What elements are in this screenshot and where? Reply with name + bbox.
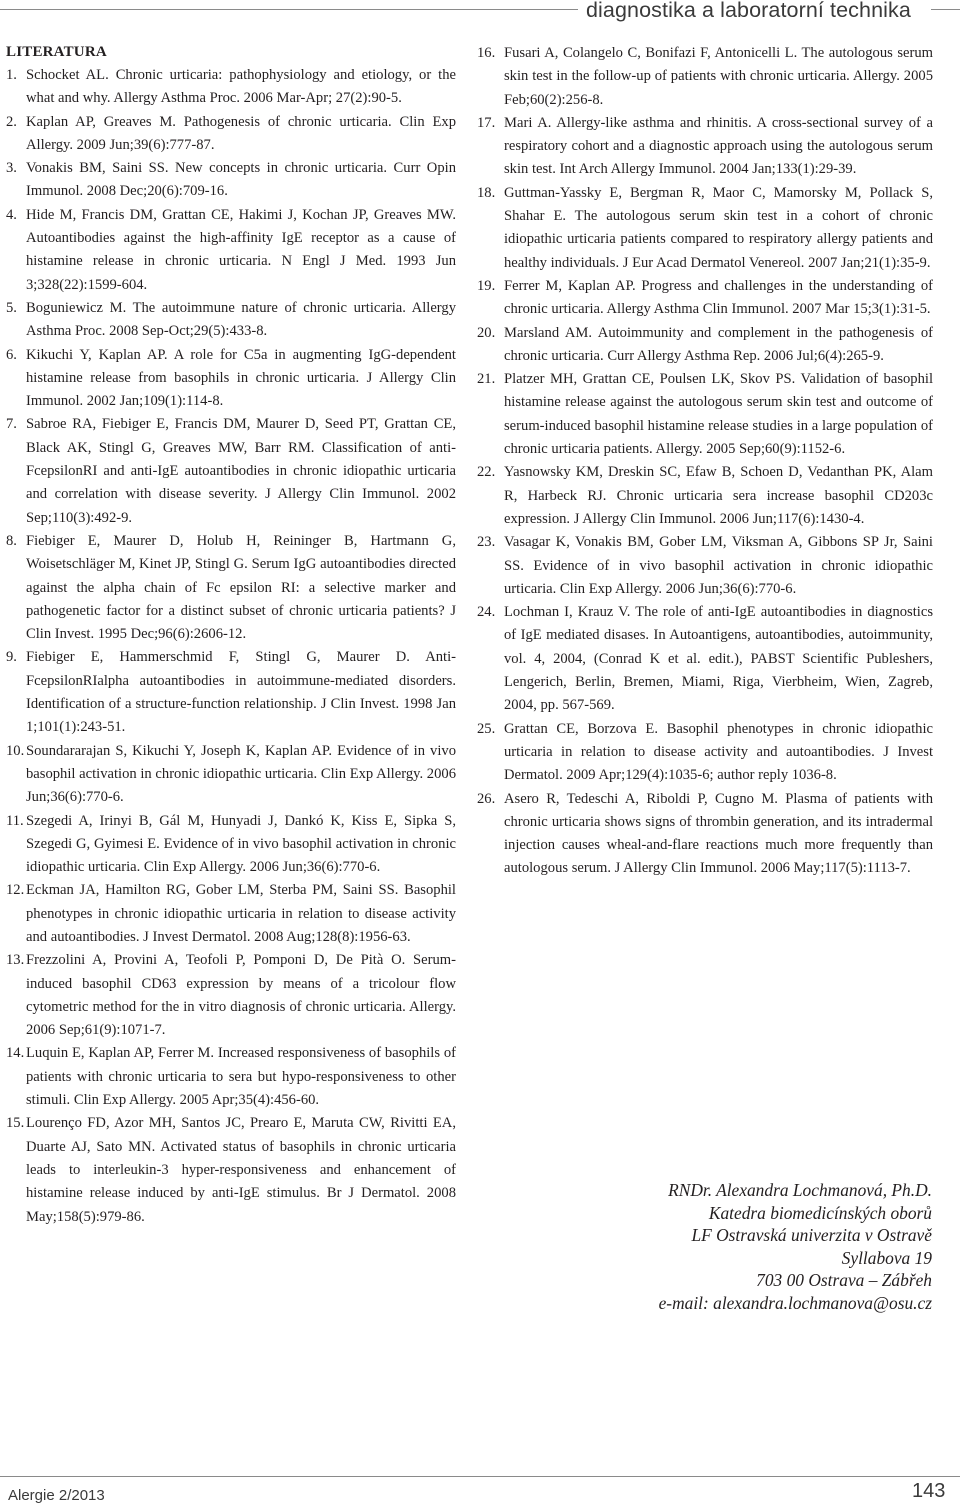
reference-item — [477, 275, 933, 322]
author-address-block — [560, 1179, 932, 1315]
reference-number: 5. — [6, 299, 17, 316]
reference-text: Yasnowsky KM, Dreskin SC, Efaw B, Schoen D, Vedanthan PK, Alam R, Harbeck RJ. Chronic urticaria sera increase basophil CD203c expression. J Allergy Clin Immunol. 2006 Jun;117(6):1430-4. — [504, 464, 933, 527]
reference-text: Szegedi A, Irinyi B, Gál M, Hunyadi J, Dankó K, Kiss E, Sipka S, Szegedi G, Gyimesi E. Evidence of in vivo basophil activation in chronic idiopathic urticaria. Clin Exp Allergy. 2006 Jun;36(6):770-6. — [26, 812, 456, 876]
reference-text: Marsland AM. Autoimmunity and complement in the pathogenesis of chronic urticaria. Curr Allergy Asthma Rep. 2006 Jul;6(4):265-9. — [504, 324, 933, 364]
reference-text: Platzer MH, Grattan CE, Poulsen LK, Skov PS. Validation of basophil histamine release against the autologous serum skin test and outcome of serum-induced basophil histamine release studies in a large population of chronic urticaria patients. Allergy. 2005 Sep;60(9):1152-6. — [504, 371, 933, 458]
reference-item — [6, 1112, 456, 1228]
reference-item — [477, 461, 933, 531]
reference-item — [6, 810, 456, 880]
reference-item — [477, 531, 933, 601]
section-title: LITERATURA — [6, 44, 107, 60]
reference-number: 23. — [477, 534, 496, 551]
reference-item — [6, 1042, 456, 1112]
header-rule-right — [931, 9, 960, 10]
reference-text: Fiebiger E, Maurer D, Holub H, Reininger B, Hartmann G, Woisetschläger M, Kinet JP, Stingl G. Serum IgG autoantibodies directed against the alpha chain of Fc epsilon RI: a selective marker and pathogenetic factor for a distinct subset of chronic urticaria patients? J Clin Invest. 1995 Dec;96(6):2606-12. — [26, 532, 456, 643]
reference-number: 18. — [477, 184, 496, 201]
reference-text: Boguniewicz M. The autoimmune nature of chronic urticaria. Allergy Asthma Proc. 2008 Sep-Oct;29(5):433-8. — [26, 299, 456, 340]
reference-item — [6, 949, 456, 1042]
footer-journal-issue: Alergie 2/2013 — [8, 1487, 105, 1504]
reference-text: Vasagar K, Vonakis BM, Gober LM, Viksman A, Gibbons SP Jr, Saini SS. Evidence of in vivo basophil activation in chronic idiopathic urticaria. Clin Exp Allergy. 2006 Jun;36(6):770-6. — [504, 534, 933, 597]
reference-item — [477, 112, 933, 182]
author-name: RNDr. Alexandra Lochmanová, Ph.D. — [668, 1180, 932, 1200]
reference-text: Fusari A, Colangelo C, Bonifazi F, Antonicelli L. The autologous serum skin test in the follow-up of patients with chronic urticaria. Allergy. 2005 Feb;60(2):256-8. — [504, 45, 933, 108]
reference-item — [477, 182, 933, 275]
reference-text: Asero R, Tedeschi A, Riboldi P, Cugno M. Plasma of patients with chronic urticaria shows signs of thrombin generation, and its intradermal injection causes wheal-and-flare reactions much more frequently than autologous serum. J Allergy Clin Immunol. 2006 May;117(5):1113-7. — [504, 790, 933, 877]
reference-text: Fiebiger E, Hammerschmid F, Stingl G, Maurer D. Anti-FcepsilonRIalpha autoantibodies in autoimmune-mediated disorders. Identification of a structure-function relationship. J Clin Invest. 1998 Jan 1;101(1):243-51. — [26, 649, 456, 736]
reference-text: Schocket AL. Chronic urticaria: pathophysiology and etiology, or the what and why. Allergy Asthma Proc. 2006 Mar-Apr; 27(2):90-5. — [26, 67, 456, 107]
reference-item — [477, 601, 933, 717]
running-header-title: diagnostika a laboratorní technika — [586, 0, 911, 22]
reference-number: 1. — [6, 67, 17, 83]
reference-number: 10. — [6, 742, 25, 759]
footer-rule — [0, 1476, 960, 1477]
footer-page-number: 143 — [912, 1480, 946, 1502]
author-email: e-mail: alexandra.lochmanova@osu.cz — [658, 1292, 932, 1313]
reference-number: 26. — [477, 790, 496, 807]
reference-item — [6, 879, 456, 949]
reference-number: 15. — [6, 1115, 25, 1132]
reference-text: Lourenço FD, Azor MH, Santos JC, Prearo E, Maruta CW, Rivitti EA, Duarte AJ, Sato MN. Activated status of basophils in chronic urticaria leads to interleukin-3 hyper-responsiveness and enhancement of histamine release induced by anti-IgE stimulus. Br J Dermatol. 2008 May;158(5):979-86. — [26, 1115, 456, 1225]
reference-text: Vonakis BM, Saini SS. New concepts in chronic urticaria. Curr Opin Immunol. 2008 Dec;20(6):709-16. — [26, 160, 456, 200]
reference-number: 2. — [6, 113, 17, 130]
reference-item — [477, 788, 933, 881]
reference-number: 19. — [477, 277, 496, 294]
reference-text: Sabroe RA, Fiebiger E, Francis DM, Maurer D, Seed PT, Grattan CE, Black AK, Stingl G, Greaves MW, Barr RM. Classification of anti-FcepsilonRI and anti-IgE autoantibodies in chronic idiopathic urticaria and correlation with disease severity. J Allergy Clin Immunol. 2002 Sep;110(3):492-9. — [26, 416, 456, 526]
reference-number: 6. — [6, 346, 17, 363]
reference-item — [6, 413, 456, 529]
reference-number: 3. — [6, 160, 17, 177]
reference-item — [477, 718, 933, 788]
reference-text: Frezzolini A, Provini A, Teofoli P, Pomponi D, De Pità O. Serum-induced basophil CD63 expression by means of a tricolour flow cytometric method for the in vitro diagnosis of chronic urticaria. Allergy. 2006 Sep;61(9):1071-7. — [26, 952, 456, 1039]
reference-text: Ferrer M, Kaplan AP. Progress and challenges in the understanding of chronic urticaria. Allergy Asthma Clin Immunol. 2007 Mar 15;3(1):31-5. — [504, 277, 933, 318]
reference-list-left — [6, 64, 456, 1229]
reference-number: 12. — [6, 882, 25, 899]
reference-item — [477, 368, 933, 461]
author-faculty: LF Ostravská univerzita v Ostravě — [691, 1225, 932, 1246]
reference-number: 20. — [477, 324, 496, 341]
reference-number: 11. — [6, 812, 24, 829]
reference-text: Kaplan AP, Greaves M. Pathogenesis of chronic urticaria. Clin Exp Allergy. 2009 Jun;39(6):777-87. — [26, 113, 456, 153]
reference-text: Guttman-Yassky E, Bergman R, Maor C, Mamorsky M, Pollack S, Shahar E. The autologous serum skin test in a cohort of chronic idiopathic urticaria patients compared to respiratory allergy patients and healthy individuals. J Eur Acad Dermatol Venereol. 2007 Jan;21(1):35-9. — [504, 184, 933, 271]
reference-item — [6, 530, 456, 646]
reference-item — [6, 64, 456, 111]
reference-number: 9. — [6, 649, 17, 666]
references-column-right — [477, 42, 933, 881]
reference-number: 14. — [6, 1045, 25, 1062]
reference-item — [6, 646, 456, 739]
reference-number: 17. — [477, 114, 496, 131]
reference-number: 22. — [477, 464, 496, 481]
reference-item — [6, 111, 456, 158]
reference-item — [6, 344, 456, 414]
reference-text: Mari A. Allergy-like asthma and rhinitis. A cross-sectional survey of a respiratory cohort and a diagnostic approach using the autologous serum skin test. Int Arch Allergy Immunol. 2004 Jan;133(1):29-39. — [504, 114, 933, 178]
reference-number: 13. — [6, 952, 25, 969]
reference-text: Luquin E, Kaplan AP, Ferrer M. Increased responsiveness of basophils of patients with chronic urticaria to sera but hypo-responsiveness to other stimuli. Clin Exp Allergy. 2005 Apr;35(4):456-60. — [26, 1045, 456, 1109]
references-column-left — [6, 42, 456, 1229]
reference-item — [6, 157, 456, 204]
author-street: Syllabova 19 — [841, 1247, 932, 1268]
reference-number: 24. — [477, 604, 496, 621]
header-rule-left — [0, 9, 578, 10]
reference-number: 8. — [6, 532, 17, 549]
reference-text: Soundararajan S, Kikuchi Y, Joseph K, Kaplan AP. Evidence of in vivo basophil activation in chronic idiopathic urticaria. Clin Exp Allergy. 2006 Jun;36(6):770-6. — [26, 742, 456, 806]
reference-item — [6, 297, 456, 344]
reference-number: 21. — [477, 371, 496, 388]
reference-text: Grattan CE, Borzova E. Basophil phenotypes in chronic idiopathic urticaria in relation to disease activity and autoantibodies. J Invest Dermatol. 2009 Apr;129(4):1035-6; author reply 1036-8. — [504, 720, 933, 784]
reference-text: Kikuchi Y, Kaplan AP. A role for C5a in augmenting IgG-dependent histamine release from basophils in chronic urticaria. J Allergy Clin Immunol. 2002 Jan;109(1):114-8. — [26, 346, 456, 410]
reference-item — [477, 42, 933, 112]
reference-text: Lochman I, Krauz V. The role of anti-IgE autoantibodies in diagnostics of IgE mediated disases. In Autoantigens, autoantibodies, autoimmunity, vol. 4, 2004, (Conrad K et al. edit.), PABST Scientific Publeshers, Lengerich, Berlin, Bremen, Miami, Riga, Vierbheim, Wien, Zagreb, 2004, pp. 567-569. — [504, 604, 933, 714]
reference-item — [6, 204, 456, 297]
author-city: 703 00 Ostrava – Zábřeh — [756, 1270, 932, 1291]
author-department: Katedra biomedicínských oborů — [708, 1202, 932, 1223]
reference-number: 16. — [477, 45, 496, 61]
reference-text: Eckman JA, Hamilton RG, Gober LM, Sterba PM, Saini SS. Basophil phenotypes in chronic idiopathic urticaria in relation to disease activity and autoantibodies. J Invest Dermatol. 2008 Aug;128(8):1956-63. — [26, 882, 456, 945]
reference-list-right — [477, 42, 933, 881]
reference-item — [6, 740, 456, 810]
reference-item — [477, 322, 933, 369]
reference-number: 25. — [477, 720, 496, 737]
reference-text: Hide M, Francis DM, Grattan CE, Hakimi J, Kochan JP, Greaves MW. Autoantibodies against the high-affinity IgE receptor as a cause of histamine release in chronic urticaria. N Engl J Med. 1993 Jun 3;328(22):1599-604. — [26, 206, 456, 293]
reference-number: 4. — [6, 206, 17, 223]
reference-number: 7. — [6, 416, 17, 433]
